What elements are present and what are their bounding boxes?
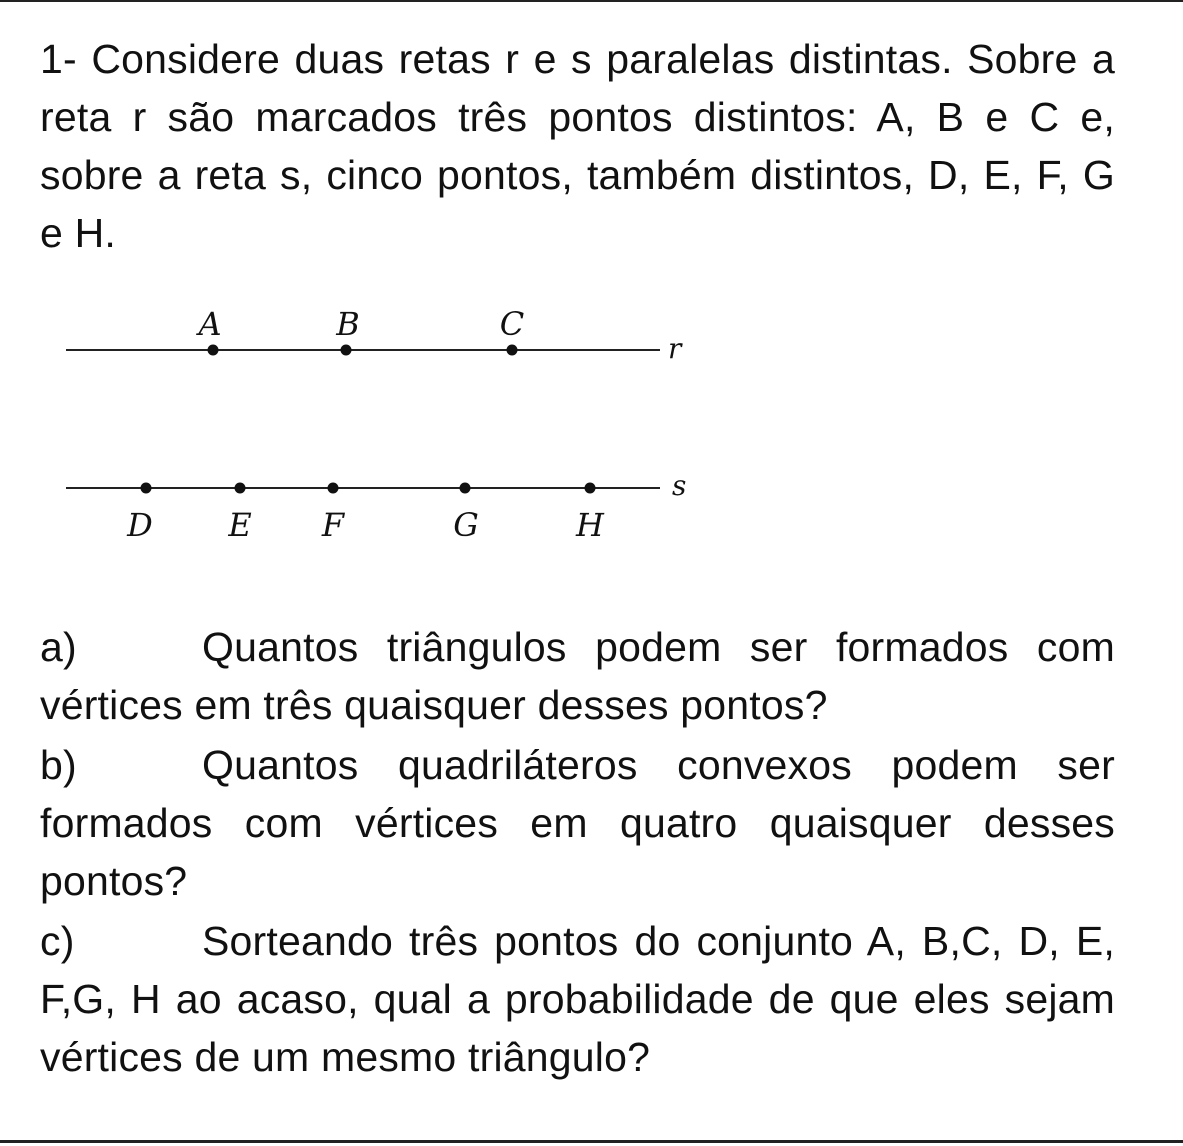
- point-b: [341, 345, 352, 356]
- question-a: [40, 618, 1115, 734]
- point-b-label: B: [336, 305, 360, 343]
- point-c: [507, 345, 518, 356]
- point-a-label: A: [198, 305, 222, 343]
- question-c-label: c): [40, 918, 75, 964]
- point-f-label: F: [321, 506, 345, 544]
- question-c: [40, 912, 1115, 1086]
- point-f: [328, 483, 339, 494]
- question-b: [40, 736, 1115, 910]
- point-d-label: D: [127, 506, 153, 544]
- point-h: [585, 483, 596, 494]
- top-border: [0, 0, 1183, 2]
- point-e-label: E: [228, 506, 252, 544]
- point-g: [460, 483, 471, 494]
- line-r-label: r: [668, 332, 682, 365]
- point-h-label: H: [576, 506, 604, 544]
- bottom-border: [0, 1140, 1183, 1143]
- question-b-text: Quantos quadriláteros convexos podem ser formados com vértices em quatro quaisquer desses pontos?: [40, 742, 1115, 904]
- point-a: [208, 345, 219, 356]
- point-d: [141, 483, 152, 494]
- question-a-text: Quantos triângulos podem ser formados com vértices em três quaisquer desses pontos?: [40, 624, 1115, 728]
- point-c-label: C: [499, 305, 525, 343]
- question-b-label: b): [40, 742, 77, 788]
- point-e: [235, 483, 246, 494]
- intro-paragraph: 1- Considere duas retas r e s paralelas distintas. Sobre a reta r são marcados três pontos distintos: A, B e C e, sobre a reta s, cinco pontos, também distintos, D, E, F, G e H.: [40, 36, 1115, 256]
- question-a-label: a): [40, 624, 77, 670]
- point-g-label: G: [453, 506, 479, 544]
- line-s-label: s: [672, 469, 687, 502]
- parallel-lines-diagram: [0, 280, 760, 580]
- question-c-text: Sorteando três pontos do conjunto A, B,C, D, E, F,G, H ao acaso, qual a probabilidade de que eles sejam vértices de um mesmo triângulo?: [40, 918, 1115, 1080]
